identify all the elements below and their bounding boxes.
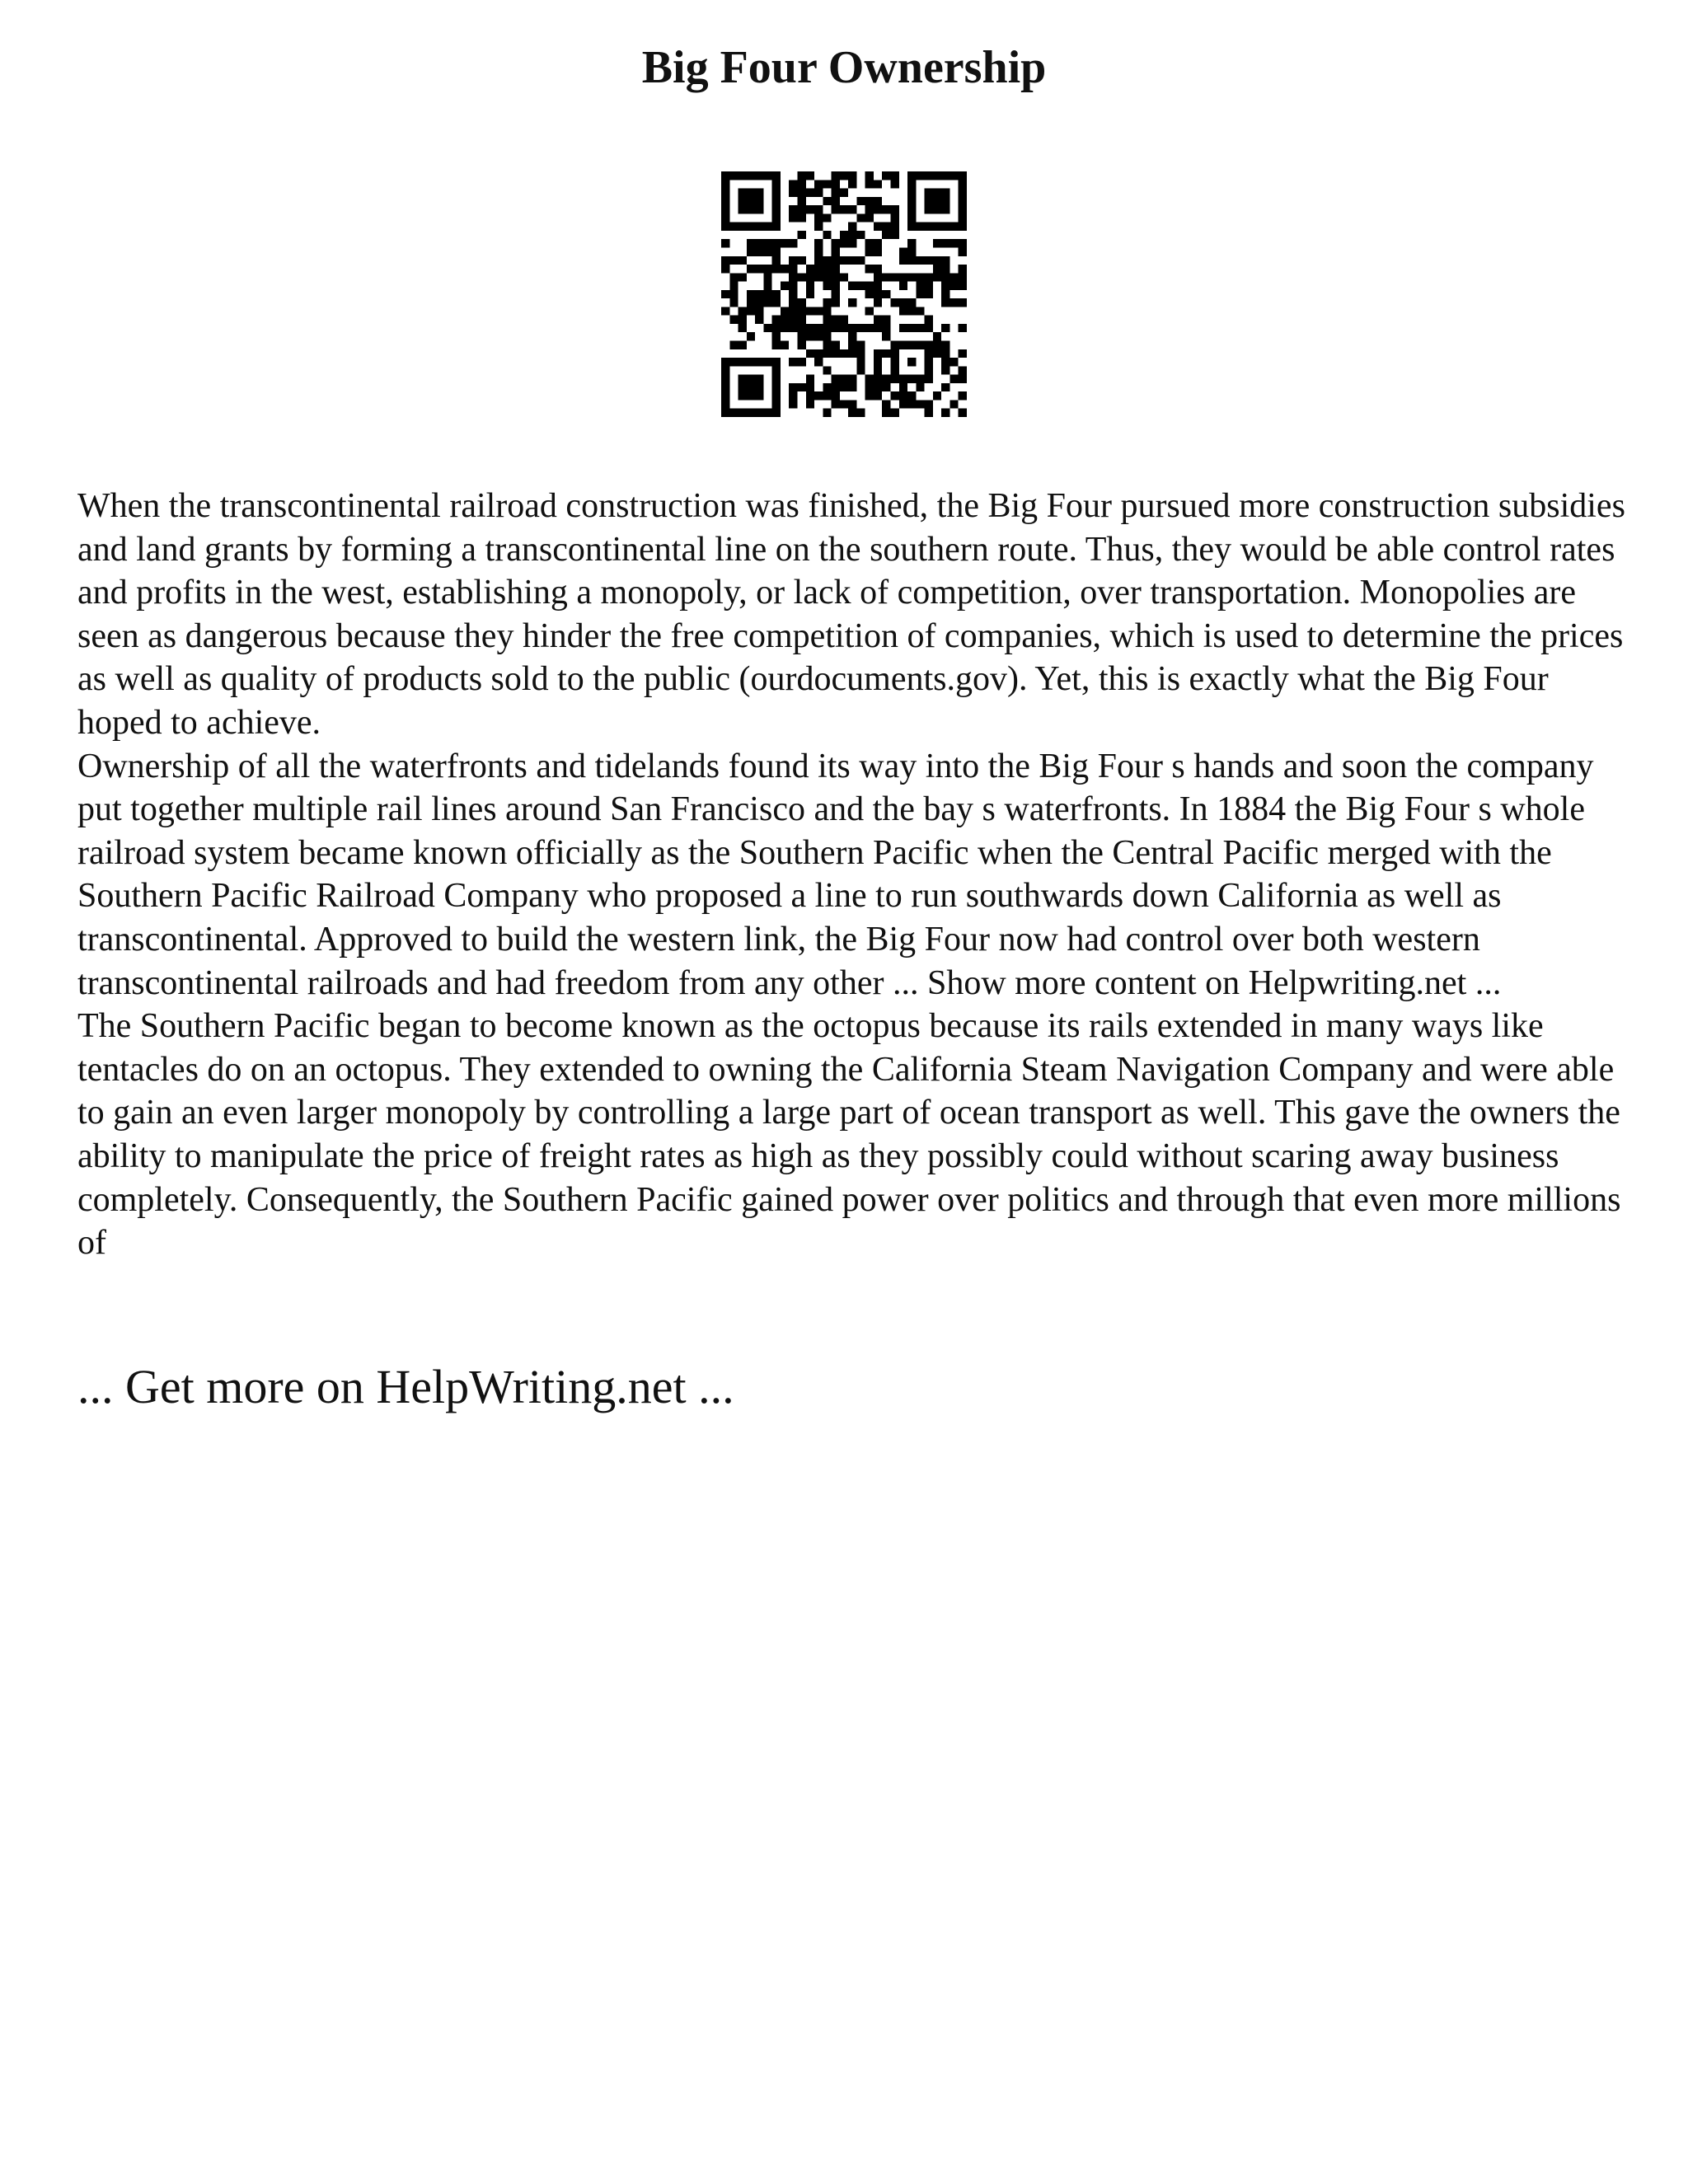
- qr-code-icon: [721, 171, 967, 417]
- paragraph: When the transcontinental railroad construction was finished, the Big Four pursued more construction subsidies and land grants by forming a transcontinental line on the southern route. Thus, they would be able control rates and profits in the west, establishing a monopoly, or lack of competition, over transportation. Monopolies are seen as dangerous because they hinder the free competition of companies, which is used to determine the prices as well as quality of products sold to the public (ourdocuments.gov). Yet, this is exactly what the Big Four hoped to achieve.: [77, 487, 1625, 742]
- paragraph: Ownership of all the waterfronts and tidelands found its way into the Big Four s hands and soon the company put together multiple rail lines around San Francisco and the bay s waterfronts. In 1884 the Big Four s whole railroad system became known officially as the Southern Pacific when the Central Pacific merged with the Southern Pacific Railroad Company who proposed a line to run southwards down California as well as transcontinental. Approved to build the western link, the Big Four now had control over both western transcontinental railroads and had freedom from any other ... Show more content on Helpwriting.net ...: [77, 747, 1594, 1002]
- paragraph: The Southern Pacific began to become known as the octopus because its rails extended in many ways like tentacles do on an octopus. They extended to owning the California Steam Navigation Company and were able to gain an even larger monopoly by controlling a large part of ocean transport as well. This gave the owners the ability to manipulate the price of freight rates as high as they possibly could without scaring away business completely. Consequently, the Southern Pacific gained power over politics and through that even more millions of: [77, 1007, 1621, 1263]
- article-body: [77, 485, 1635, 1265]
- get-more-link[interactable]: ... Get more on HelpWriting.net ...: [77, 1360, 734, 1413]
- page-title: Big Four Ownership: [641, 42, 1047, 93]
